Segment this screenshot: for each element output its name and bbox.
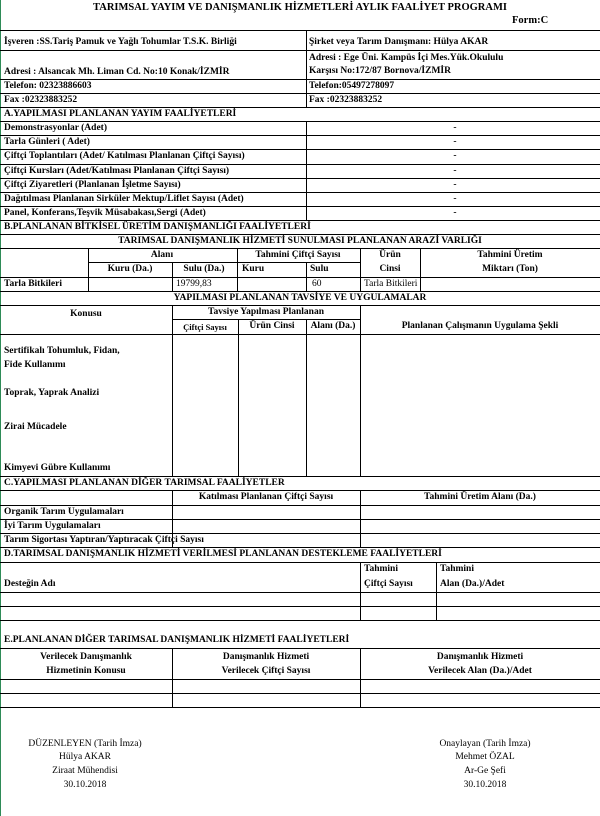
col-urun: Ürün — [379, 250, 401, 260]
section-a-value: - — [453, 180, 457, 190]
section-a-value: - — [453, 151, 457, 161]
land-subheading: TARIMSAL DANIŞMANLIK HİZMETİ SUNULMASI PLANLANAN ARAZİ VARLIĞI — [118, 236, 482, 246]
land-sulu: 60 — [312, 279, 322, 289]
employer-fax: Fax :02323883252 — [4, 95, 78, 105]
col-d-alan-1: Tahmini — [440, 564, 474, 574]
section-a-value: - — [453, 137, 457, 147]
c-row: İyi Tarım Uygulamaları — [4, 521, 101, 531]
consultant-name: Şirket veya Tarım Danışmanı: Hülya AKAR — [309, 37, 489, 47]
rec-item: Zirai Mücadele — [4, 422, 67, 432]
col-e-ciftci-1: Danışmanlık Hizmeti — [222, 652, 310, 662]
rec-item: Sertifikalı Tohumluk, Fidan, — [4, 346, 120, 356]
form-code: Form:C — [512, 15, 549, 26]
section-a-row: Tarla Günleri ( Adet) — [4, 137, 90, 147]
recommendations-heading: YAPILMASI PLANLANAN TAVSİYE VE UYGULAMALAR — [173, 293, 427, 303]
signer-left-title: Ziraat Mühendisi — [52, 766, 118, 776]
signer-left-date: 30.10.2018 — [63, 780, 107, 790]
col-kuru: Kuru — [242, 264, 265, 274]
col-uretim: Tahmini Üretim — [477, 250, 543, 260]
section-a-row: Dağıtılması Planlanan Sirküler Mektup/Liflet Sayısı (Adet) — [4, 194, 244, 204]
col-tavsiye: Tavsiye Yapılması Planlanan — [208, 307, 324, 317]
col-e-konu-1: Verilecek Danışmanlık — [40, 652, 132, 662]
rec-item: Toprak, Yaprak Analizi — [4, 388, 100, 398]
col-sulu-da: Sulu (Da.) — [183, 264, 225, 274]
col-e-ciftci-2: Verilecek Çiftçi Sayısı — [221, 666, 311, 676]
col-rec-ciftci: Çiftçi Sayısı — [183, 322, 227, 332]
col-d-destek: Desteğin Adı — [4, 579, 56, 589]
page-title: TARIMSAL YAYIM VE DANIŞMANLIK HİZMETLERİ AYLIK FAALİYET PROGRAMI — [93, 2, 507, 13]
section-a-value: - — [453, 208, 457, 218]
section-a-value: - — [453, 123, 457, 133]
col-rec-alan: Alanı (Da.) — [310, 321, 356, 331]
col-e-konu-2: Hizmetinin Konusu — [46, 666, 126, 676]
col-c-ciftci: Katılması Planlanan Çiftçi Sayısı — [198, 492, 334, 502]
section-b-heading: B.PLANLANAN BİTKİSEL ÜRETİM DANIŞMANLIĞI FAALİYETLERİ — [4, 222, 311, 232]
signer-right-name: Mehmet ÖZAL — [455, 752, 515, 762]
section-e-heading: E.PLANLANAN DİĞER TARIMSAL DANIŞMANLIK HİZMETİ FAALİYETLERİ — [4, 635, 350, 645]
rec-item: Kimyevi Gübre Kullanımı — [4, 463, 111, 473]
rec-item: Fide Kullanımı — [4, 360, 66, 370]
col-e-alan-2: Verilecek Alan (Da.)/Adet — [428, 666, 532, 676]
signer-right-role: Onaylayan (Tarih İmza) — [439, 739, 531, 749]
c-row: Organik Tarım Uygulamaları — [4, 507, 124, 517]
col-c-alan: Tahmini Üretim Alanı (Da.) — [424, 492, 536, 502]
col-rec-urun: Ürün Cinsi — [249, 321, 295, 331]
col-d-ciftci-2: Çiftçi Sayısı — [364, 579, 413, 589]
consultant-address-2: Karşısı No:172/87 Bornova/İZMİR — [309, 66, 451, 76]
consultant-fax: Fax :02323883252 — [309, 95, 383, 105]
employer-phone: Telefon: 02323886603 — [4, 81, 92, 91]
col-sulu: Sulu — [310, 264, 329, 274]
section-a-row: Çiftçi Kursları (Adet/Katılması Planlanan Çiftçi Sayısı) — [4, 166, 230, 176]
col-konusu: Konusu — [70, 309, 102, 319]
section-a-value: - — [453, 166, 457, 176]
col-rec-sekil: Planlanan Çalışmanın Uygulama Şekli — [401, 321, 559, 331]
signer-right-date: 30.10.2018 — [463, 780, 507, 790]
col-kuru-da: Kuru (Da.) — [107, 264, 153, 274]
c-row: Tarım Sigortası Yaptıran/Yaptıracak Çiftçi Sayısı — [4, 535, 204, 545]
section-a-heading: A.YAPILMASI PLANLANAN YAYIM FAALİYETLERİ — [4, 109, 237, 119]
employer: İşveren :SS.Tariş Pamuk ve Yağlı Tohumlar T.S.K. Birliği — [4, 37, 237, 47]
employer-address: Adresi : Alsancak Mh. Liman Cd. No:10 Konak/İZMİR — [4, 67, 230, 77]
col-miktari: Miktarı (Ton) — [482, 264, 538, 274]
col-d-ciftci-1: Tahmini — [364, 564, 398, 574]
section-c-heading: C.YAPILMASI PLANLANAN DİĞER TARIMSAL FAALİYETLER — [4, 478, 285, 488]
land-sulu-da: 19799,83 — [176, 279, 212, 289]
section-a-row: Demonstrasyonlar (Adet) — [4, 123, 107, 133]
section-a-value: - — [453, 194, 457, 204]
col-d-alan-2: Alan (Da.)/Adet — [440, 579, 505, 589]
consultant-address-1: Adresi : Ege Üni. Kampüs İçi Mes.Yük.Okululu — [309, 53, 504, 63]
section-a-row: Çiftçi Ziyaretleri (Planlanan İşletme Sayısı) — [4, 180, 181, 190]
col-ciftci: Tahmini Çiftçi Sayısı — [255, 250, 341, 260]
signer-left-role: DÜZENLEYEN (Tarih İmza) — [28, 739, 142, 749]
col-e-alan-1: Danışmanlık Hizmeti — [436, 652, 524, 662]
signer-left-name: Hülya AKAR — [59, 752, 111, 762]
consultant-phone: Telefon:05497278097 — [309, 81, 395, 91]
land-cinsi: Tarla Bitkileri — [364, 279, 418, 289]
land-row-label: Tarla Bitkileri — [4, 279, 62, 289]
col-cinsi: Cinsi — [379, 264, 401, 274]
signer-right-title: Ar-Ge Şefi — [464, 766, 506, 776]
col-alani: Alanı — [150, 250, 174, 260]
section-d-heading: D.TARIMSAL DANIŞMANLIK HİZMETİ VERİLMESİ PLANLANAN DESTEKLEME FAALİYETLERİ — [4, 549, 442, 559]
section-a-row: Çiftçi Toplantıları (Adet/ Katılması Planlanan Çiftçi Sayısı) — [4, 151, 245, 161]
section-a-row: Panel, Konferans,Teşvik Müsabakası,Sergi (Adet) — [4, 208, 206, 218]
